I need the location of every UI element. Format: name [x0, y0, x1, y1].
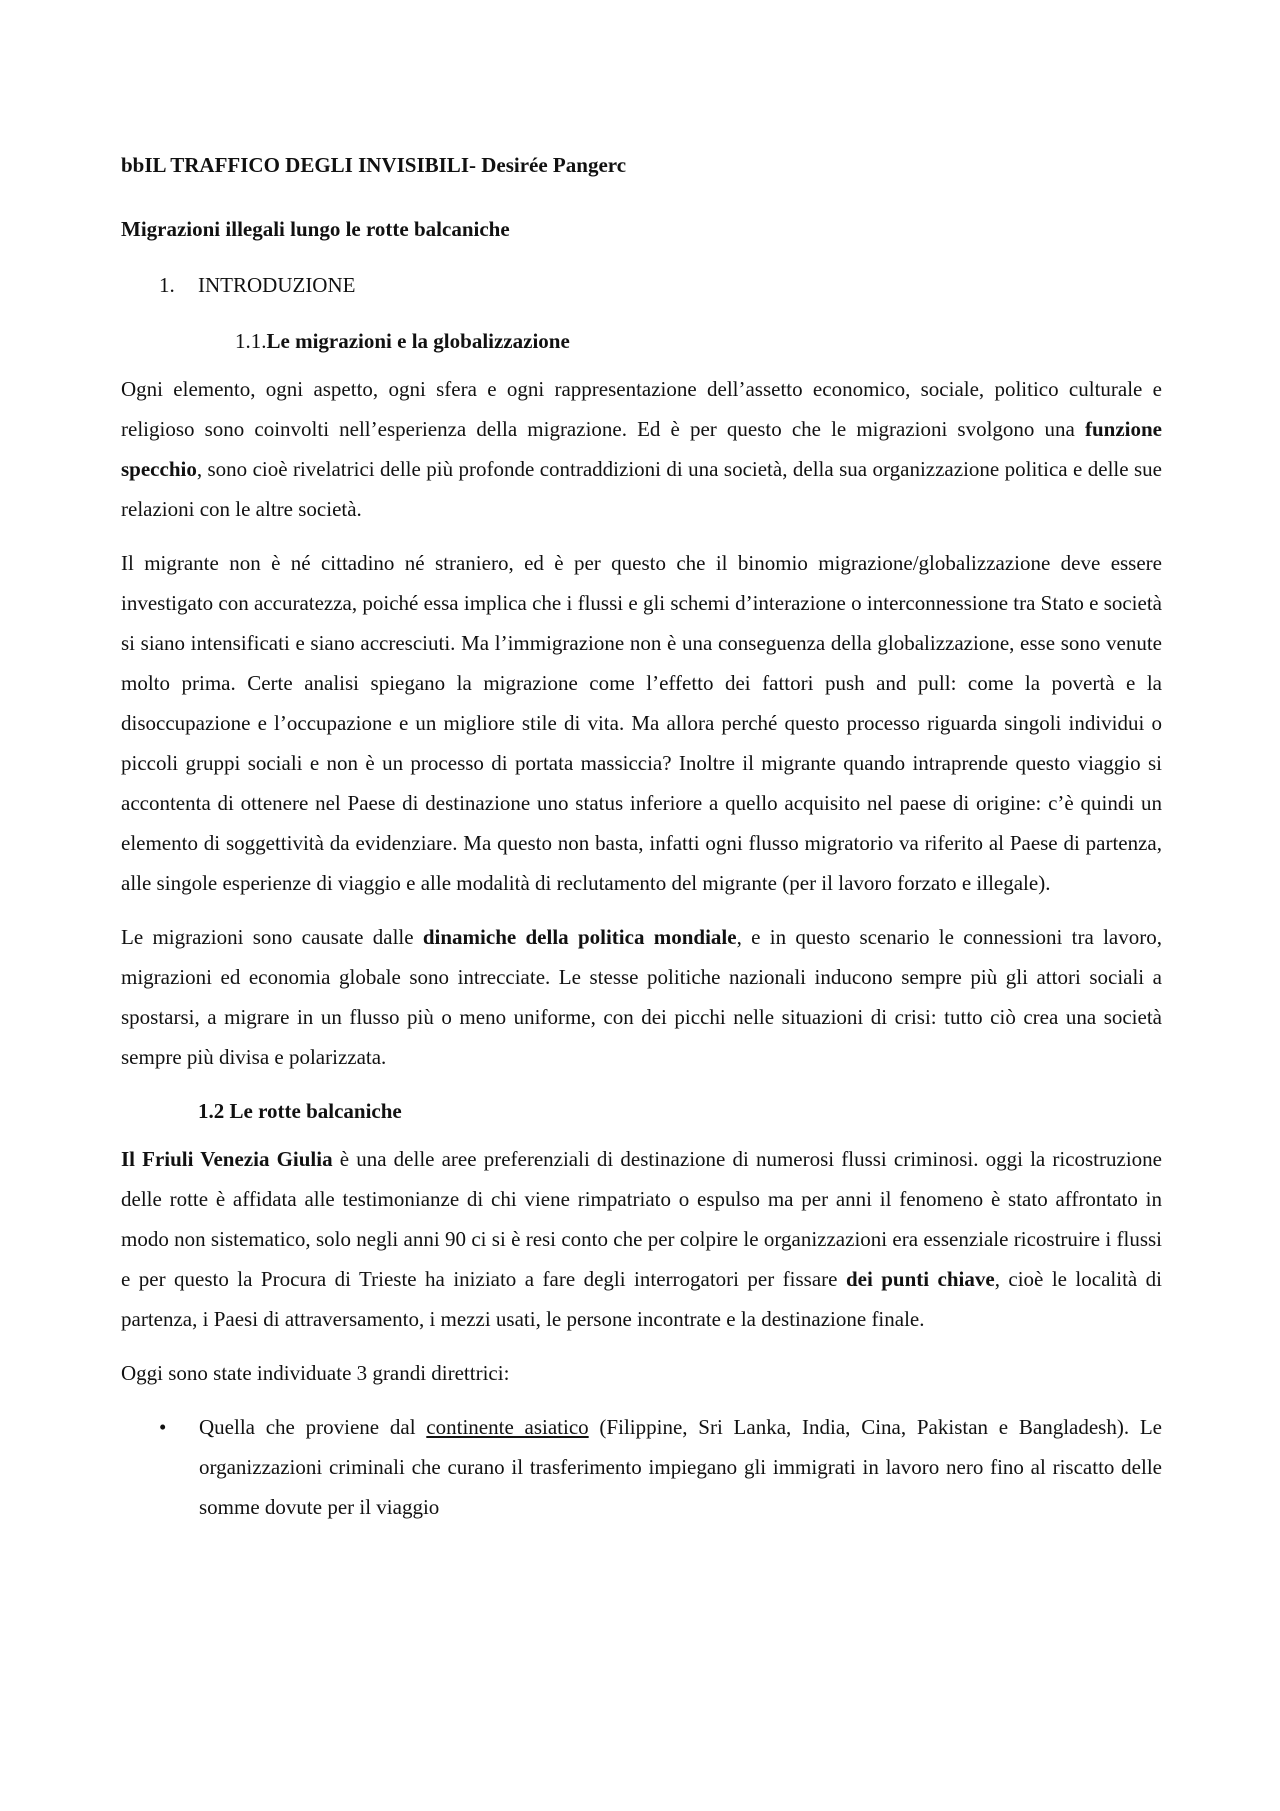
underlined-continente-asiatico: continente asiatico [426, 1415, 589, 1439]
subsection-number: 1.1. [235, 329, 267, 353]
emphasis-dinamiche: dinamiche della politica mondiale [422, 925, 737, 949]
paragraph-text: , cioè le località di partenza, i Paesi di attraversamento, i mezzi usati, le persone incontrate e la destinazione finale. [121, 1267, 1162, 1331]
paragraph-text: , e in questo scenario le connessioni tra lavoro, migrazioni ed economia globale sono intrecciate. Le stesse politiche nazionali inducono sempre più gli attori sociali a spostarsi, a migrare in un flusso più o meno uniforme, con dei picchi nelle situazioni di crisi: tutto ciò crea una società sempre più divisa e polarizzata. [121, 925, 1162, 1069]
paragraph-text: Ogni elemento, ogni aspetto, ogni sfera e ogni rappresentazione dell’assetto economico, sociale, politico culturale e religioso sono coinvolti nell’esperienza della migrazione. Ed è per questo che le migrazioni svolgono una [121, 377, 1162, 441]
subsection-heading-rotte-balcaniche: 1.2 Le rotte balcaniche [198, 1099, 402, 1123]
list-item-text: (Filippine, Sri Lanka, India, Cina, Pakistan e Bangladesh). Le organizzazioni criminali che curano il trasferimento impiegano gli immigrati in lavoro nero fino al riscatto delle somme dovute per il viaggio [199, 1415, 1163, 1519]
paragraph-text: , sono cioè rivelatrici delle più profonde contraddizioni di una società, della sua organizzazione politica e delle sue relazioni con le altre società. [121, 457, 1162, 521]
emphasis-punti-chiave: dei punti chiave [845, 1267, 995, 1291]
paragraph-2: Il migrante non è né cittadino né straniero, ed è per questo che il binomio migrazione/globalizzazione deve essere investigato con accuratezza, poiché essa implica che i flussi e gli schemi d’interazione o interconnessione tra Stato e società si siano intensificati e siano accresciuti. Ma l’immigrazione non è una conseguenza della globalizzazione, esse sono venute molto prima. Certe analisi spiegano la migrazione come l’effetto dei fattori push and pull: come la povertà e la disoccupazione e l’occupazione e un migliore stile di vita. Ma allora perché questo processo riguarda singoli individui o piccoli gruppi sociali e non è un processo di portata massiccia? Inoltre il migrante quando intraprende questo viaggio si accontenta di ottenere nel Paese di destinazione uno status inferiore a quello acquisito nel paese di origine: c’è quindi un elemento di soggettività da evidenziare. Ma questo non basta, infatti ogni flusso migratorio va riferito al Paese di partenza, alle singole esperienze di viaggio e alle modalità di reclutamento del migrante (per il lavoro forzato e illegale). [121, 551, 1162, 895]
paragraph-text: è una delle aree preferenziali di destinazione di numerosi flussi criminosi. oggi la ricostruzione delle rotte è affidata alle testimonianze di chi viene rimpatriato o espulso ma per anni il fenomeno è stato affrontato in modo non sistematico, solo negli anni 90 ci si è resi conto che per colpire le organizzazioni era essenziale ricostruire i flussi e per questo la Procura di Trieste ha iniziato a fare degli interrogatori per fissare [121, 1147, 1162, 1291]
document-title: bbIL TRAFFICO DEGLI INVISIBILI- Desirée Pangerc [121, 153, 627, 177]
subsection-label: Le migrazioni e la globalizzazione [266, 329, 570, 353]
paragraph-5: Oggi sono state individuate 3 grandi direttrici: [121, 1361, 510, 1385]
list-item-text: Quella che proviene dal [199, 1415, 427, 1439]
paragraph-3 [121, 917, 1162, 1077]
paragraph-text: Le migrazioni sono causate dalle [121, 925, 423, 949]
paragraph-4 [121, 1139, 1162, 1339]
section-heading-introduzione [121, 265, 1162, 305]
subsection-heading-globalizzazione [121, 321, 1162, 361]
emphasis-funzione-specchio: funzione specchio [121, 417, 1162, 481]
document-body [121, 145, 1162, 1527]
bullet-list [121, 1407, 1162, 1527]
section-number: 1. [159, 273, 175, 297]
emphasis-friuli: Il Friuli Venezia Giulia [121, 1147, 333, 1171]
paragraph-1 [121, 369, 1162, 529]
bullet-marker: • [159, 1415, 167, 1439]
list-item [121, 1407, 1162, 1527]
section-label: INTRODUZIONE [198, 273, 356, 297]
document-subtitle: Migrazioni illegali lungo le rotte balcaniche [121, 217, 510, 241]
